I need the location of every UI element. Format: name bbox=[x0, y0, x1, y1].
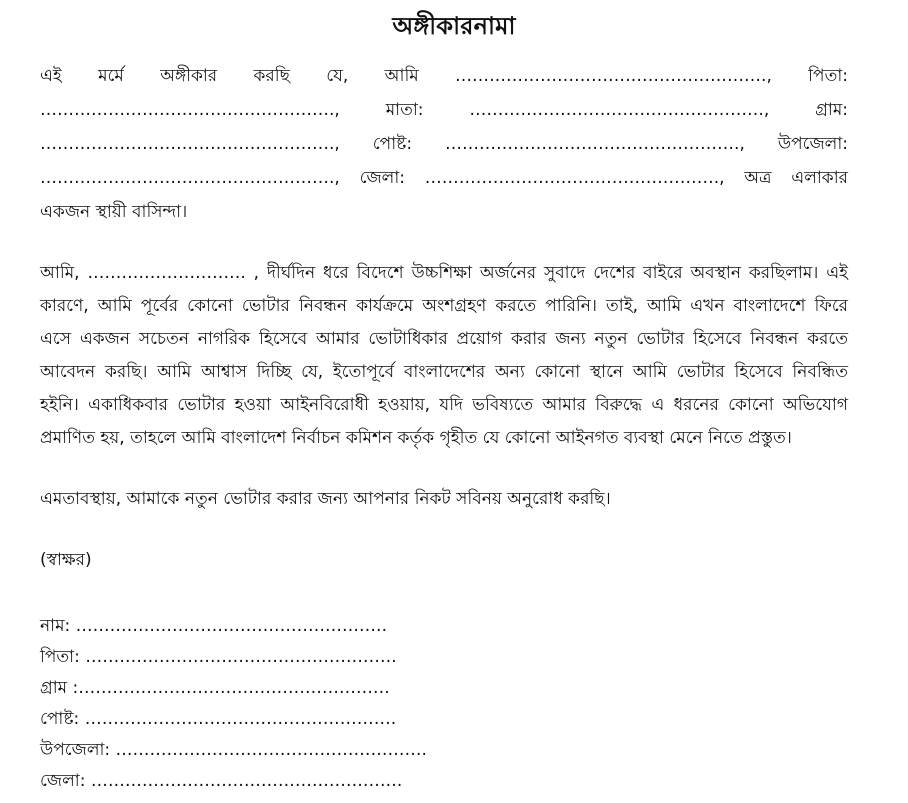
body-line-4: আবেদন করছি। আমি আশ্বাস দিচ্ছি যে, ইতোপূর্বে বাংলাদেশের অন্য কোনো স্থানে আমি ভোটার হিসেবে নিবন্ধিত bbox=[40, 362, 848, 382]
body-line-3: এসে একজন সচেতন নাগরিক হিসেবে আমার ভোটাধিকার প্রয়োগ করার জন্য নতুন ভোটার হিসেবে নিবন্ধন করতে bbox=[40, 329, 848, 349]
body-line-2: কারণে, আমি পূর্বের কোনো ভোটার নিবন্ধন কার্যক্রমে অংশগ্রহণ করতে পারিনি। তাই, আমি এখন বাংলাদেশে ফিরে bbox=[40, 296, 848, 316]
field-village: গ্রাম :………………………………………………. bbox=[40, 678, 390, 698]
body-line-5: হইনি। একাধিকবার ভোটার হওয়া আইনবিরোধী হওয়ায়, যদি ভবিষ্যতে আমার বিরুদ্ধে এ ধরনের কোনো অভিযোগ bbox=[40, 395, 848, 415]
declaration-line-1: এই মর্মে অঙ্গীকার করছি যে, আমি ………………………………………………., পিতা: bbox=[40, 66, 848, 86]
field-name: নাম: ………………………………………………. bbox=[40, 616, 388, 636]
field-district: জেলা: ………………………………………………. bbox=[40, 771, 403, 791]
signature-label: (স্বাক্ষর) bbox=[40, 550, 92, 570]
field-father: পিতা: ………………………………………………. bbox=[40, 647, 397, 667]
body-line-6: প্রমাণিত হয়, তাহলে আমি বাংলাদেশ নির্বাচন কমিশন কর্তৃক গৃহীত যে কোনো আইনগত ব্যবস্থা মেনে নিতে প্রস্তুত। bbox=[40, 428, 792, 448]
declaration-line-5: একজন স্থায়ী বাসিন্দা। bbox=[40, 202, 188, 222]
request-line: এমতাবস্থায়, আমাকে নতুন ভোটার করার জন্য আপনার নিকট সবিনয় অনুরোধ করছি। bbox=[40, 489, 611, 509]
body-line-1: আমি, ………………………. , দীর্ঘদিন ধরে বিদেশে উচ্চশিক্ষা অর্জনের সুবাদে দেশের বাইরে অবস্থান করছিলাম। এই bbox=[40, 263, 848, 283]
declaration-line-3: ……………………………………………., পোষ্ট: ……………………………………………., উপজেলা: bbox=[40, 134, 848, 154]
field-upazila: উপজেলা: ………………………………………………. bbox=[40, 740, 427, 760]
declaration-line-4: ……………………………………………., জেলা: ……………………………………………., অত্র এলাকার bbox=[40, 168, 848, 188]
field-post: পোষ্ট: ………………………………………………. bbox=[40, 709, 397, 729]
declaration-line-2: ……………………………………………., মাতা: ……………………………………………., গ্রাম: bbox=[40, 100, 848, 120]
document-title: অঙ্গীকারনামা bbox=[392, 12, 516, 40]
